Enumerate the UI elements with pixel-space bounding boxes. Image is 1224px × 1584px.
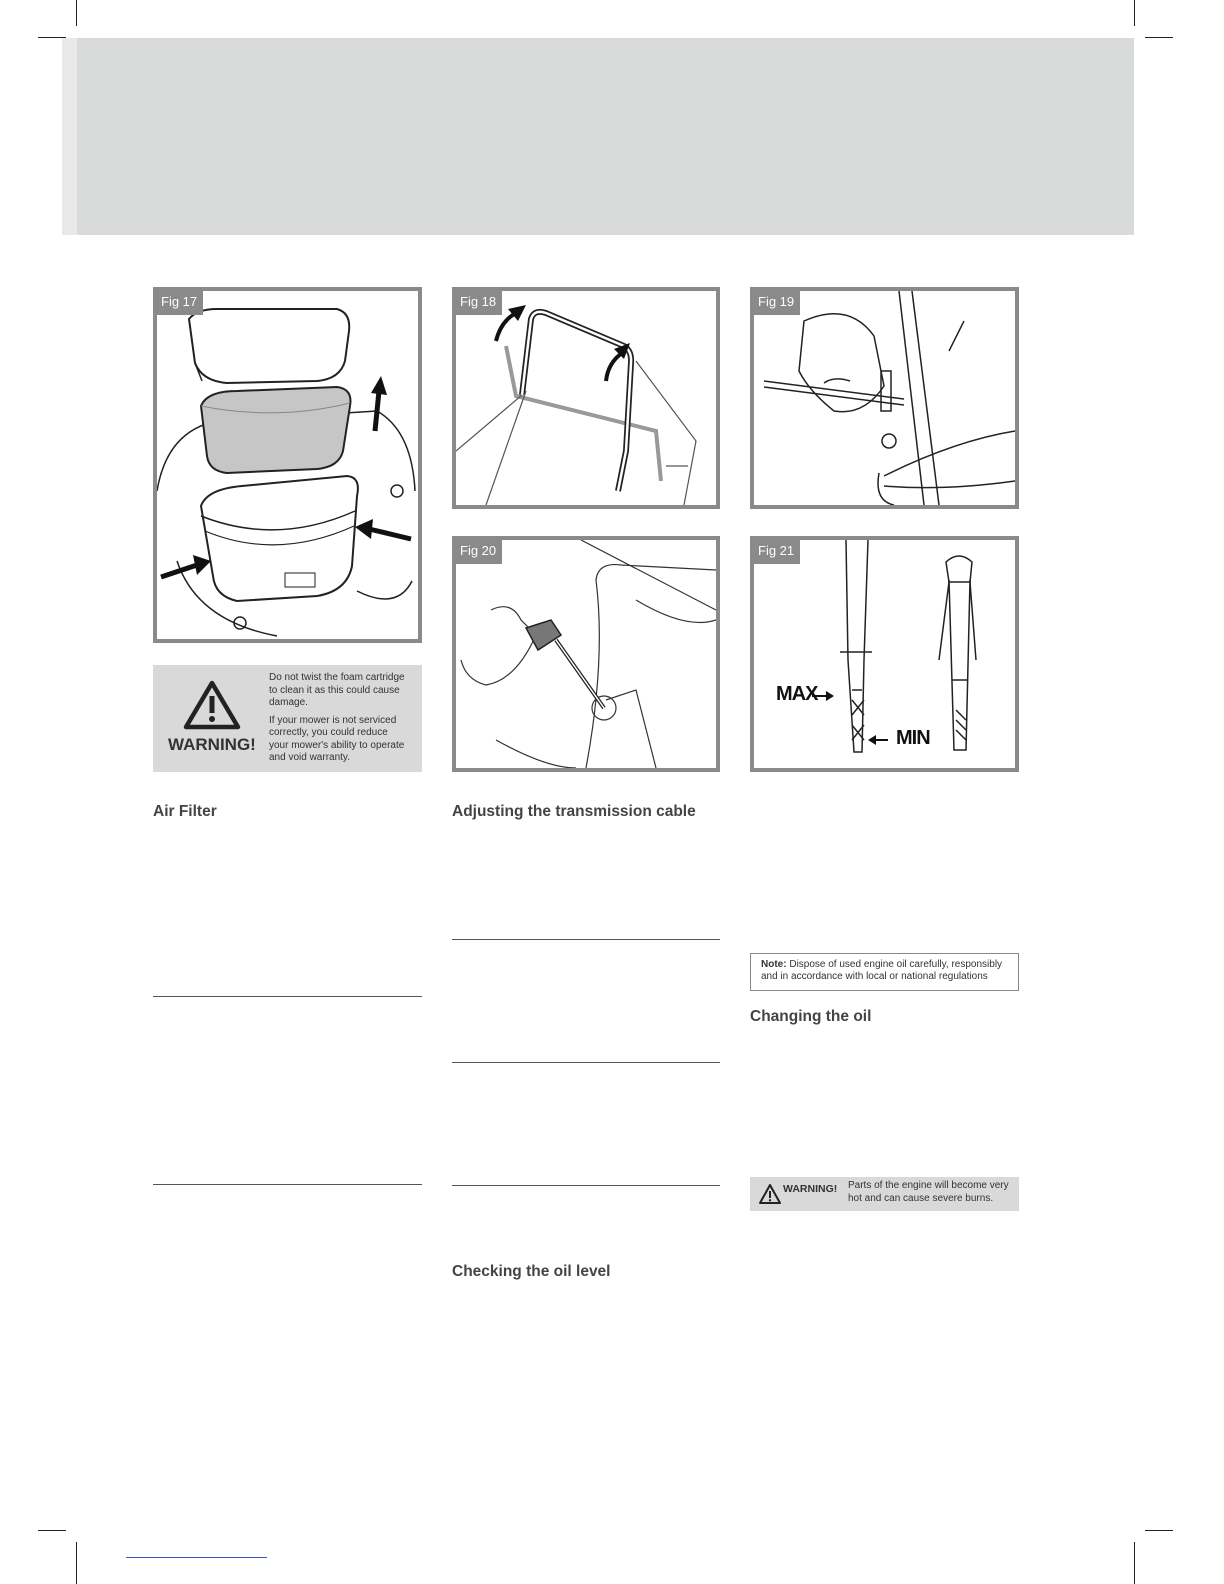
heading-changing-oil: Changing the oil bbox=[750, 1008, 872, 1025]
warning-label: WARNING! bbox=[783, 1183, 838, 1195]
divider bbox=[153, 1184, 422, 1185]
warning-box-air-filter bbox=[153, 665, 422, 772]
warning-label: WARNING! bbox=[168, 735, 256, 754]
heading-air-filter: Air Filter bbox=[153, 803, 217, 820]
divider bbox=[153, 996, 422, 997]
note-text: Dispose of used engine oil carefully, responsibly and in accordance with local or national regulations bbox=[761, 959, 1003, 982]
link-underline bbox=[126, 1557, 267, 1558]
warning-text-2: If your mower is not serviced correctly, you could reduce your mower's ability to operate and void warranty. bbox=[269, 714, 405, 763]
figure-label: Fig 19 bbox=[754, 291, 800, 315]
crop-mark bbox=[76, 0, 77, 26]
warning-triangle-icon bbox=[183, 679, 241, 731]
header-band bbox=[62, 38, 1134, 235]
divider bbox=[452, 1185, 720, 1186]
note-box-oil-disposal bbox=[750, 953, 1019, 991]
heading-checking-oil: Checking the oil level bbox=[452, 1263, 611, 1280]
figure-label: Fig 20 bbox=[456, 540, 502, 564]
dipstick-levels-illustration bbox=[754, 540, 1015, 768]
figure-21 bbox=[750, 536, 1019, 772]
figure-20 bbox=[452, 536, 720, 772]
warning-box-hot-engine bbox=[750, 1177, 1019, 1211]
air-filter-illustration bbox=[157, 291, 418, 639]
dipstick-removal-illustration bbox=[754, 291, 1015, 505]
max-level-label: MAX bbox=[776, 683, 818, 705]
warning-triangle-icon bbox=[758, 1183, 782, 1205]
crop-mark bbox=[1145, 37, 1173, 38]
divider bbox=[452, 1062, 720, 1063]
crop-mark bbox=[1145, 1530, 1173, 1531]
heading-transmission-cable: Adjusting the transmission cable bbox=[452, 803, 696, 820]
crop-mark bbox=[1134, 0, 1135, 26]
handle-illustration bbox=[456, 291, 716, 505]
warning-text: Parts of the engine will become very hot and can cause severe burns. bbox=[848, 1180, 1009, 1204]
figure-label: Fig 17 bbox=[157, 291, 203, 315]
figure-label: Fig 18 bbox=[456, 291, 502, 315]
figure-17 bbox=[153, 287, 422, 643]
figure-18 bbox=[452, 287, 720, 509]
crop-mark bbox=[38, 1530, 66, 1531]
figure-label: Fig 21 bbox=[754, 540, 800, 564]
warning-text-1: Do not twist the foam cartridge to clean it as this could cause damage. bbox=[269, 672, 405, 708]
crop-mark bbox=[1134, 1542, 1135, 1584]
crop-mark bbox=[76, 1542, 77, 1584]
header-edge-strip bbox=[62, 38, 77, 235]
min-level-label: MIN bbox=[896, 727, 930, 749]
figure-19 bbox=[750, 287, 1019, 509]
divider bbox=[452, 939, 720, 940]
note-label: Note: bbox=[761, 959, 787, 970]
oil-cap-illustration bbox=[456, 540, 716, 768]
